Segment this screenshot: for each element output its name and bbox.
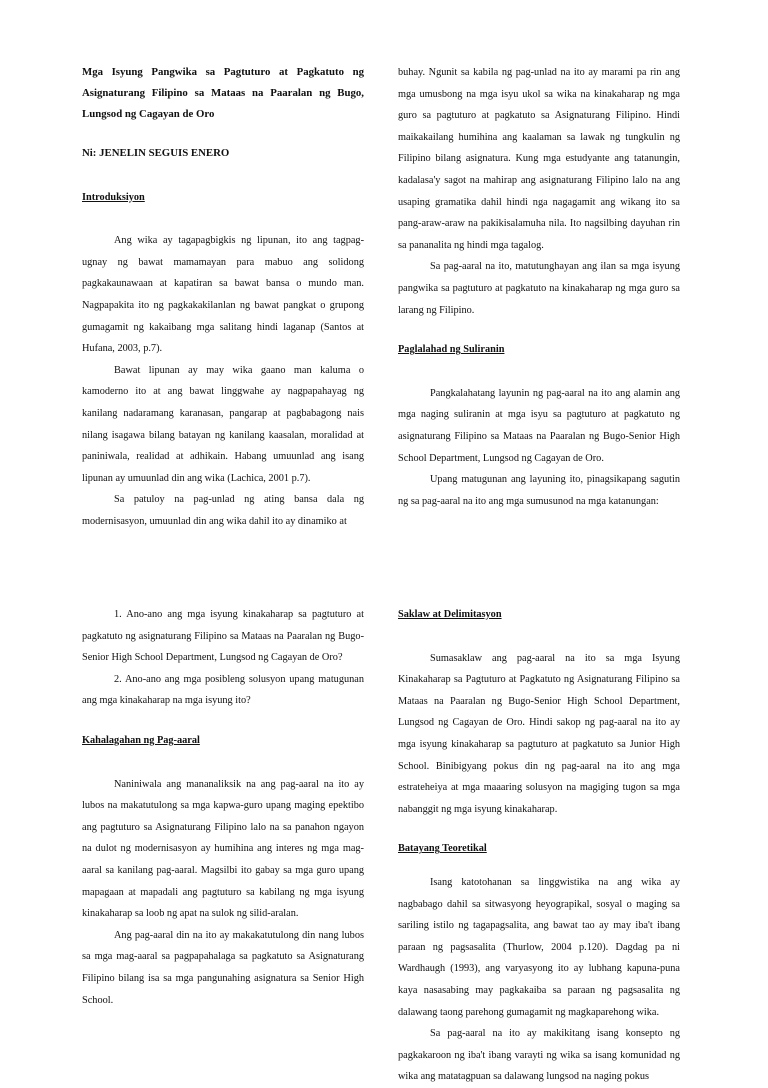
research-question-2: 2. Ano-ano ang mga posibleng solusyon upang matugunan ang mga kinakaharap na mga isyung ito? (82, 673, 364, 707)
problem-paragraph-1: Pangkalahatang layunin ng pag-aaral na ito ang alamin ang mga naging suliranin at mga isyu sa pagtuturo at pagkatuto ng asignaturang Filipino sa Mataas na Paaralan ng Bugo-Senior High School Department, Lungsod ng Cagayan de Oro. (398, 387, 680, 464)
theory-paragraph-2: Sa pag-aaral na ito ay makikitang isang konsepto ng pagkakaroon ng iba't ibang varayti ng wika sa isang komunidad ng wika ang matatagpuan sa dalawang lungsod na naging pokus (398, 1028, 680, 1083)
heading-saklaw: Saklaw at Delimitasyon (398, 609, 502, 620)
heading-batayang-teoretikal: Batayang Teoretikal (398, 843, 487, 855)
heading-introduksiyon: Introduksiyon (82, 191, 145, 203)
intro-paragraph-1: Ang wika ay tagapagbigkis ng lipunan, ito ang tagpag-ugnay ng bawat mamamayan para mabuo ang solidong pagkakaunawaan at kapatiran sa bawat bansa o mundo man. Nagpapakita ito ng pagkakakilanlan ng bawat pangkat o grupong gumagamit ng kakaibang mga salitang hindi laganap (Santos at Hufana, 2003, p.7). (82, 235, 364, 355)
intro-continued-paragraph: buhay. Ngunit sa kabila ng pag-unlad na ito ay marami pa rin ang mga umusbong na mga isyu ukol sa wika na kinakaharap ng mga guro sa pagtuturo at pagkatuto sa Asignaturang Filipino. Hindi maikakailang humihina ang kaalaman sa lawak ng tungkulin ng Filipino bilang asignatura. Kung mga estudyante ang tatanungin, kadalasa'y sagot na mahirap ang asignaturang Filipino lalo na ang usaping gramatika dahil hindi nga nagagamit ang wikang ito sa pang-araw-araw na pakikisalamuha nila. Ito nagsilbing dayuhan rin sa pananalita ng hindi mga tagalog. (398, 67, 680, 251)
heading-paglalahad: Paglalahad ng Suliranin (398, 344, 505, 356)
document-title: Mga Isyung Pangwika sa Pagtuturo at Pagkatuto ng Asignaturang Filipino sa Mataas na Paaralan ng Bugo, Lungsod ng Cagayan de Oro (82, 66, 364, 120)
significance-paragraph-2: Ang pag-aaral din na ito ay makakatutulong din nang lubos sa mga mag-aaral sa pagpapahalaga sa pagkatuto sa Asignaturang Filipino bilang isa sa mga pangunahing asignatura sa Senior High School. (82, 929, 364, 1006)
document-author: Ni: JENELIN SEGUIS ENERO (82, 147, 230, 159)
theory-paragraph-1: Isang katotohanan sa linggwistika na ang wika ay nagbabago dahil sa sitwasyong heyograpikal, sosyal o maging sa sariling istilo ng tagapagsalita, ang bawat tao ay may iba't ibang paraan ng pagsasalita (Thurlow, 2004 p.120). Dagdag pa ni Wardhaugh (1993), ang varyasyong ito ay lubhang kapuna-puna kaya nasasabing may pagkakaiba sa paraan ng pagsasalita ng dalawang taong parehong gumagamit ng magkaparehong wika. (398, 876, 680, 1018)
scope-paragraph: Sumasaklaw ang pag-aaral na ito sa mga Isyung Kinakaharap sa Pagtuturo at Pagkatuto ng Asignaturang Filipino sa Mataas na Paaralan ng Bugo-Senior High School Department, Lungsod ng Cagayan de Oro. Hindi sakop ng pag-aaral na ito ay mga isyung kinakaharap sa pagtuturo at pagkatuto sa Junior High School. Binibigyang pokus din ng pag-aaral na ito ang mga estrateheiya at mga maaaring solusyon na magiging tugon sa mga nabanggit ng mga isyung kinakaharap. (398, 652, 680, 815)
heading-kahalagahan: Kahalagahan ng Pag-aaral (82, 734, 200, 746)
problem-paragraph-2: Upang matugunan ang layuning ito, pinagsikapang sagutin ng sa pag-aaral na ito ang mga sumusunod na mga katanungan: (398, 474, 680, 507)
intro-paragraph-4: Sa pag-aaral na ito, matutunghayan ang ilan sa mga isyung pangwika sa pagtuturo at pagkatuto na kinakaharap ng mga guro sa larang ng Filipino. (398, 261, 680, 316)
bottom-left-column (82, 604, 364, 1011)
bottom-right-column (398, 604, 680, 1088)
significance-paragraph-1: Naniniwala ang mananaliksik na ang pag-aaral na ito ay lubos na makatutulong sa mga kapwa-guro upang maging epektibo ang pagtuturo sa Asignaturang Filipino lalo na sa panahon ngayon na dulot ng modernisasyon ay humihina ang interes ng mga mag-aaral sa kanilang pag-aaral. Magsilbi ito gabay sa mga guro upang mapagaan at mapadali ang pagtuturo sa kabilang ng mga isyung kinakaharap sa loob ng apat na sulok ng silid-aralan. (82, 778, 364, 920)
top-left-column (82, 62, 364, 533)
research-question-1: 1. Ano-ano ang mga isyung kinakaharap sa pagtuturo at pagkatuto ng asignaturang Filipino sa Mataas na Paaralan ng Bugo-Senior High School Department, Lungsod ng Cagayan de Oro? (82, 609, 364, 664)
top-right-column (398, 62, 680, 512)
intro-paragraph-3: Sa patuloy na pag-unlad ng ating bansa dala ng modernisasyon, umuunlad din ang wika dahil ito ay dinamiko at (82, 494, 364, 527)
intro-paragraph-2: Bawat lipunan ay may wika gaano man kaluma o kamoderno ito at ang bawat linggwahe ay nagpapahayag ng kanilang nadaramang karanasan, pangarap at pagbabagong nais nilang isagawa bilang batayan ng kanilang kaasalan, moralidad at paniniwala, realidad at adhikain. Habang umuunlad ang isang lipunan ay umuunlad din ang wika (Lachica, 2001 p.7). (82, 364, 364, 484)
